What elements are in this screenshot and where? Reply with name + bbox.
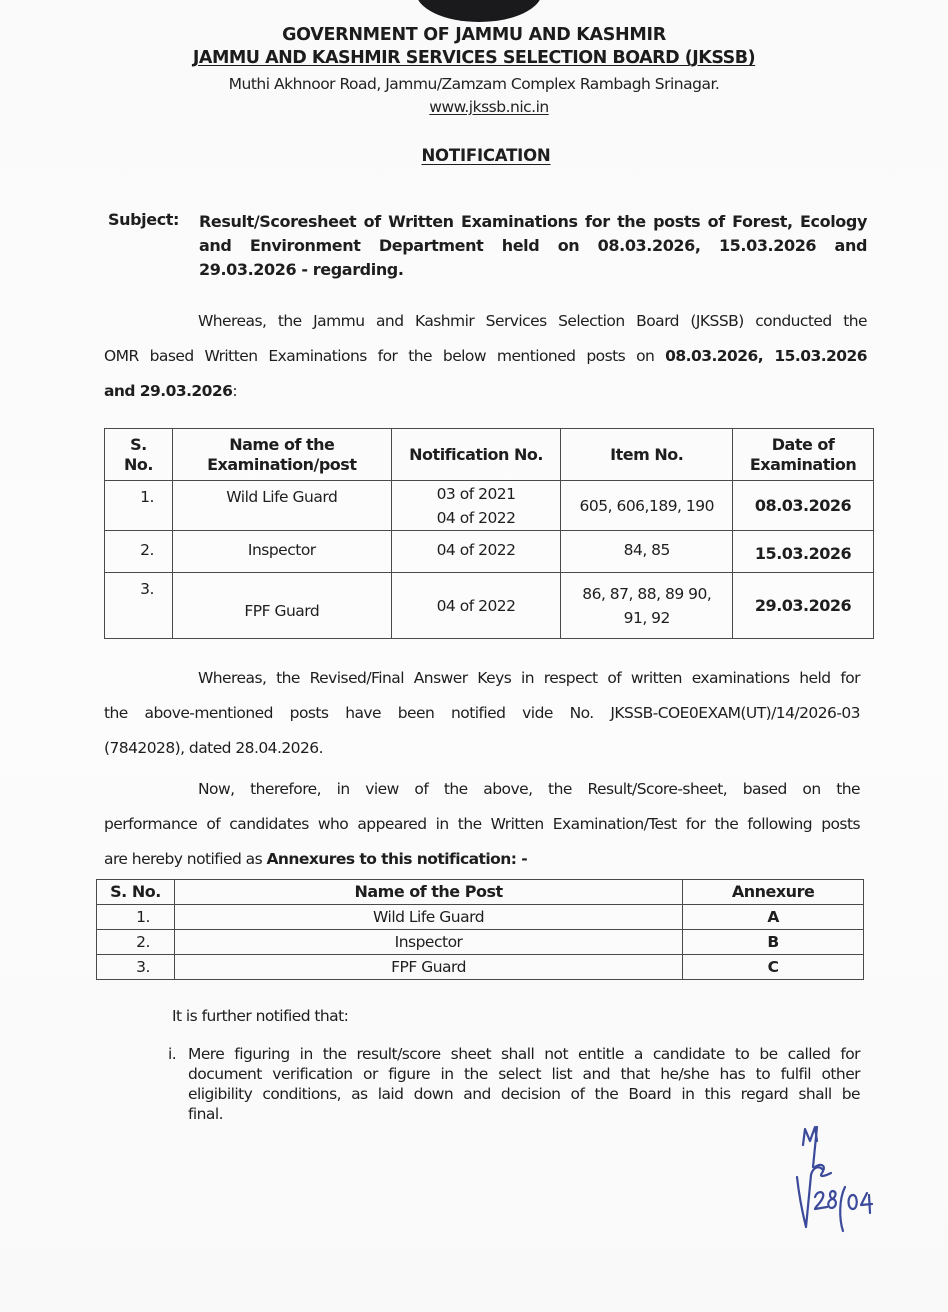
column-header-item: Item No.: [561, 429, 733, 481]
table-row: [105, 481, 874, 531]
table-row: [97, 905, 864, 930]
annexure-note-bold: Annexures to this notification: -: [266, 850, 528, 868]
table-row: [105, 573, 874, 639]
condition-text: [168, 1044, 860, 1124]
cell-date: 29.03.2026: [733, 573, 874, 639]
header-text: Name of the: [229, 434, 335, 454]
header-text: Examination: [749, 454, 857, 474]
paragraph-text: :: [232, 382, 238, 400]
cell-annexure: C: [683, 955, 864, 980]
paragraph-conduct: [104, 304, 867, 409]
paragraph-line: Whereas, the Jammu and Kashmir Services Selection Board (JKSSB) conducted the: [198, 312, 867, 330]
header-text: S. No.: [123, 434, 153, 474]
cell-post: Inspector: [172, 531, 391, 573]
page-title: NOTIFICATION: [421, 146, 551, 165]
camera-punch-hole: [416, 0, 542, 22]
further-notified-label: It is further notified that:: [172, 1007, 349, 1025]
paragraph-line: [104, 374, 867, 409]
cell-notification: [391, 481, 561, 531]
cell-sno: 3.: [97, 955, 175, 980]
cell-text: 91, 92: [623, 608, 670, 627]
cell-text: 86, 87, 88, 89 90,: [582, 584, 712, 603]
cell-date: 15.03.2026: [733, 531, 874, 573]
cell-sno: 1.: [97, 905, 175, 930]
paragraph-line: the above-mentioned posts have been notified vide No. JKSSB-COE0EXAM(UT)/14/2026-03: [104, 704, 860, 722]
column-header-sno: [105, 429, 173, 481]
paragraph-line: (7842028), dated 28.04.2026.: [104, 739, 323, 757]
paragraph-result-notice: [104, 772, 860, 877]
subject-label: Subject:: [108, 210, 180, 229]
handwritten-signature-icon: [775, 1115, 885, 1240]
column-header-post: Name of the Post: [174, 880, 682, 905]
paragraph-line: Whereas, the Revised/Final Answer Keys in respect of written examinations held for: [198, 669, 860, 687]
cell-post: FPF Guard: [172, 573, 391, 639]
subject-text: [199, 210, 867, 282]
cell-notification: 04 of 2022: [391, 573, 561, 639]
cell-sno: 2.: [97, 930, 175, 955]
column-header-notification: Notification No.: [391, 429, 561, 481]
condition-line: document verification or figure in the select list and that he/she has to fulfil other: [188, 1065, 860, 1083]
paragraph-line: [104, 842, 860, 877]
paragraph-text: OMR based Written Examinations for the below mentioned posts on: [104, 347, 666, 365]
board-address: Muthi Akhnoor Road, Jammu/Zamzam Complex Rambagh Srinagar.: [228, 75, 720, 93]
paragraph-line: [104, 339, 867, 374]
cell-date: 08.03.2026: [733, 481, 874, 531]
table-header-row: [105, 429, 874, 481]
list-marker: i.: [168, 1045, 177, 1063]
column-header-sno: S. No.: [97, 880, 175, 905]
subject-line: and Environment Department held on 08.03.2026, 15.03.2026 and: [199, 236, 867, 255]
annexure-table: [96, 879, 864, 980]
table-header-row: [97, 880, 864, 905]
examination-table: [104, 428, 874, 639]
cell-annexure: A: [683, 905, 864, 930]
website-link[interactable]: www.jkssb.nic.in: [429, 98, 549, 116]
cell-post: Inspector: [174, 930, 682, 955]
subject-line: Result/Scoresheet of Written Examinations for the posts of Forest, Ecology: [199, 212, 867, 231]
cell-item: 84, 85: [561, 531, 733, 573]
condition-line: eligibility conditions, as laid down and decision of the Board in this regard shall be: [188, 1085, 860, 1103]
cell-post: Wild Life Guard: [174, 905, 682, 930]
government-heading: GOVERNMENT OF JAMMU AND KASHMIR: [282, 25, 666, 45]
header-text: Examination/post: [207, 454, 357, 474]
cell-text: 04 of 2022: [436, 508, 516, 527]
cell-item: [561, 573, 733, 639]
exam-dates-bold: 08.03.2026, 15.03.2026: [665, 347, 867, 365]
subject-line: 29.03.2026 - regarding.: [199, 260, 404, 279]
paragraph-answer-keys: [104, 661, 860, 766]
cell-notification: 04 of 2022: [391, 531, 561, 573]
cell-item: 605, 606,189, 190: [561, 481, 733, 531]
cell-text: 03 of 2021: [436, 484, 516, 503]
condition-item: [168, 1044, 860, 1124]
table-row: [105, 531, 874, 573]
column-header-date: [733, 429, 874, 481]
cell-annexure: B: [683, 930, 864, 955]
condition-line: Mere figuring in the result/score sheet shall not entitle a candidate to be called for: [188, 1045, 860, 1063]
paragraph-line: Now, therefore, in view of the above, the Result/Score-sheet, based on the: [198, 780, 860, 798]
table-row: [97, 955, 864, 980]
cell-post: Wild Life Guard: [172, 481, 391, 531]
cell-sno: 2.: [105, 531, 173, 573]
exam-dates-bold: and 29.03.2026: [104, 382, 233, 400]
column-header-annexure: Annexure: [683, 880, 864, 905]
condition-line: final.: [188, 1105, 224, 1123]
cell-sno: 1.: [105, 481, 173, 531]
header-text: Date of: [771, 434, 835, 454]
paragraph-line: performance of candidates who appeared in the Written Examination/Test for the following posts: [104, 815, 860, 833]
board-heading: JAMMU AND KASHMIR SERVICES SELECTION BOARD (JKSSB): [192, 48, 756, 68]
table-row: [97, 930, 864, 955]
cell-post: FPF Guard: [174, 955, 682, 980]
paragraph-text: are hereby notified as: [104, 850, 267, 868]
cell-sno: 3.: [105, 573, 173, 639]
column-header-post: [172, 429, 391, 481]
